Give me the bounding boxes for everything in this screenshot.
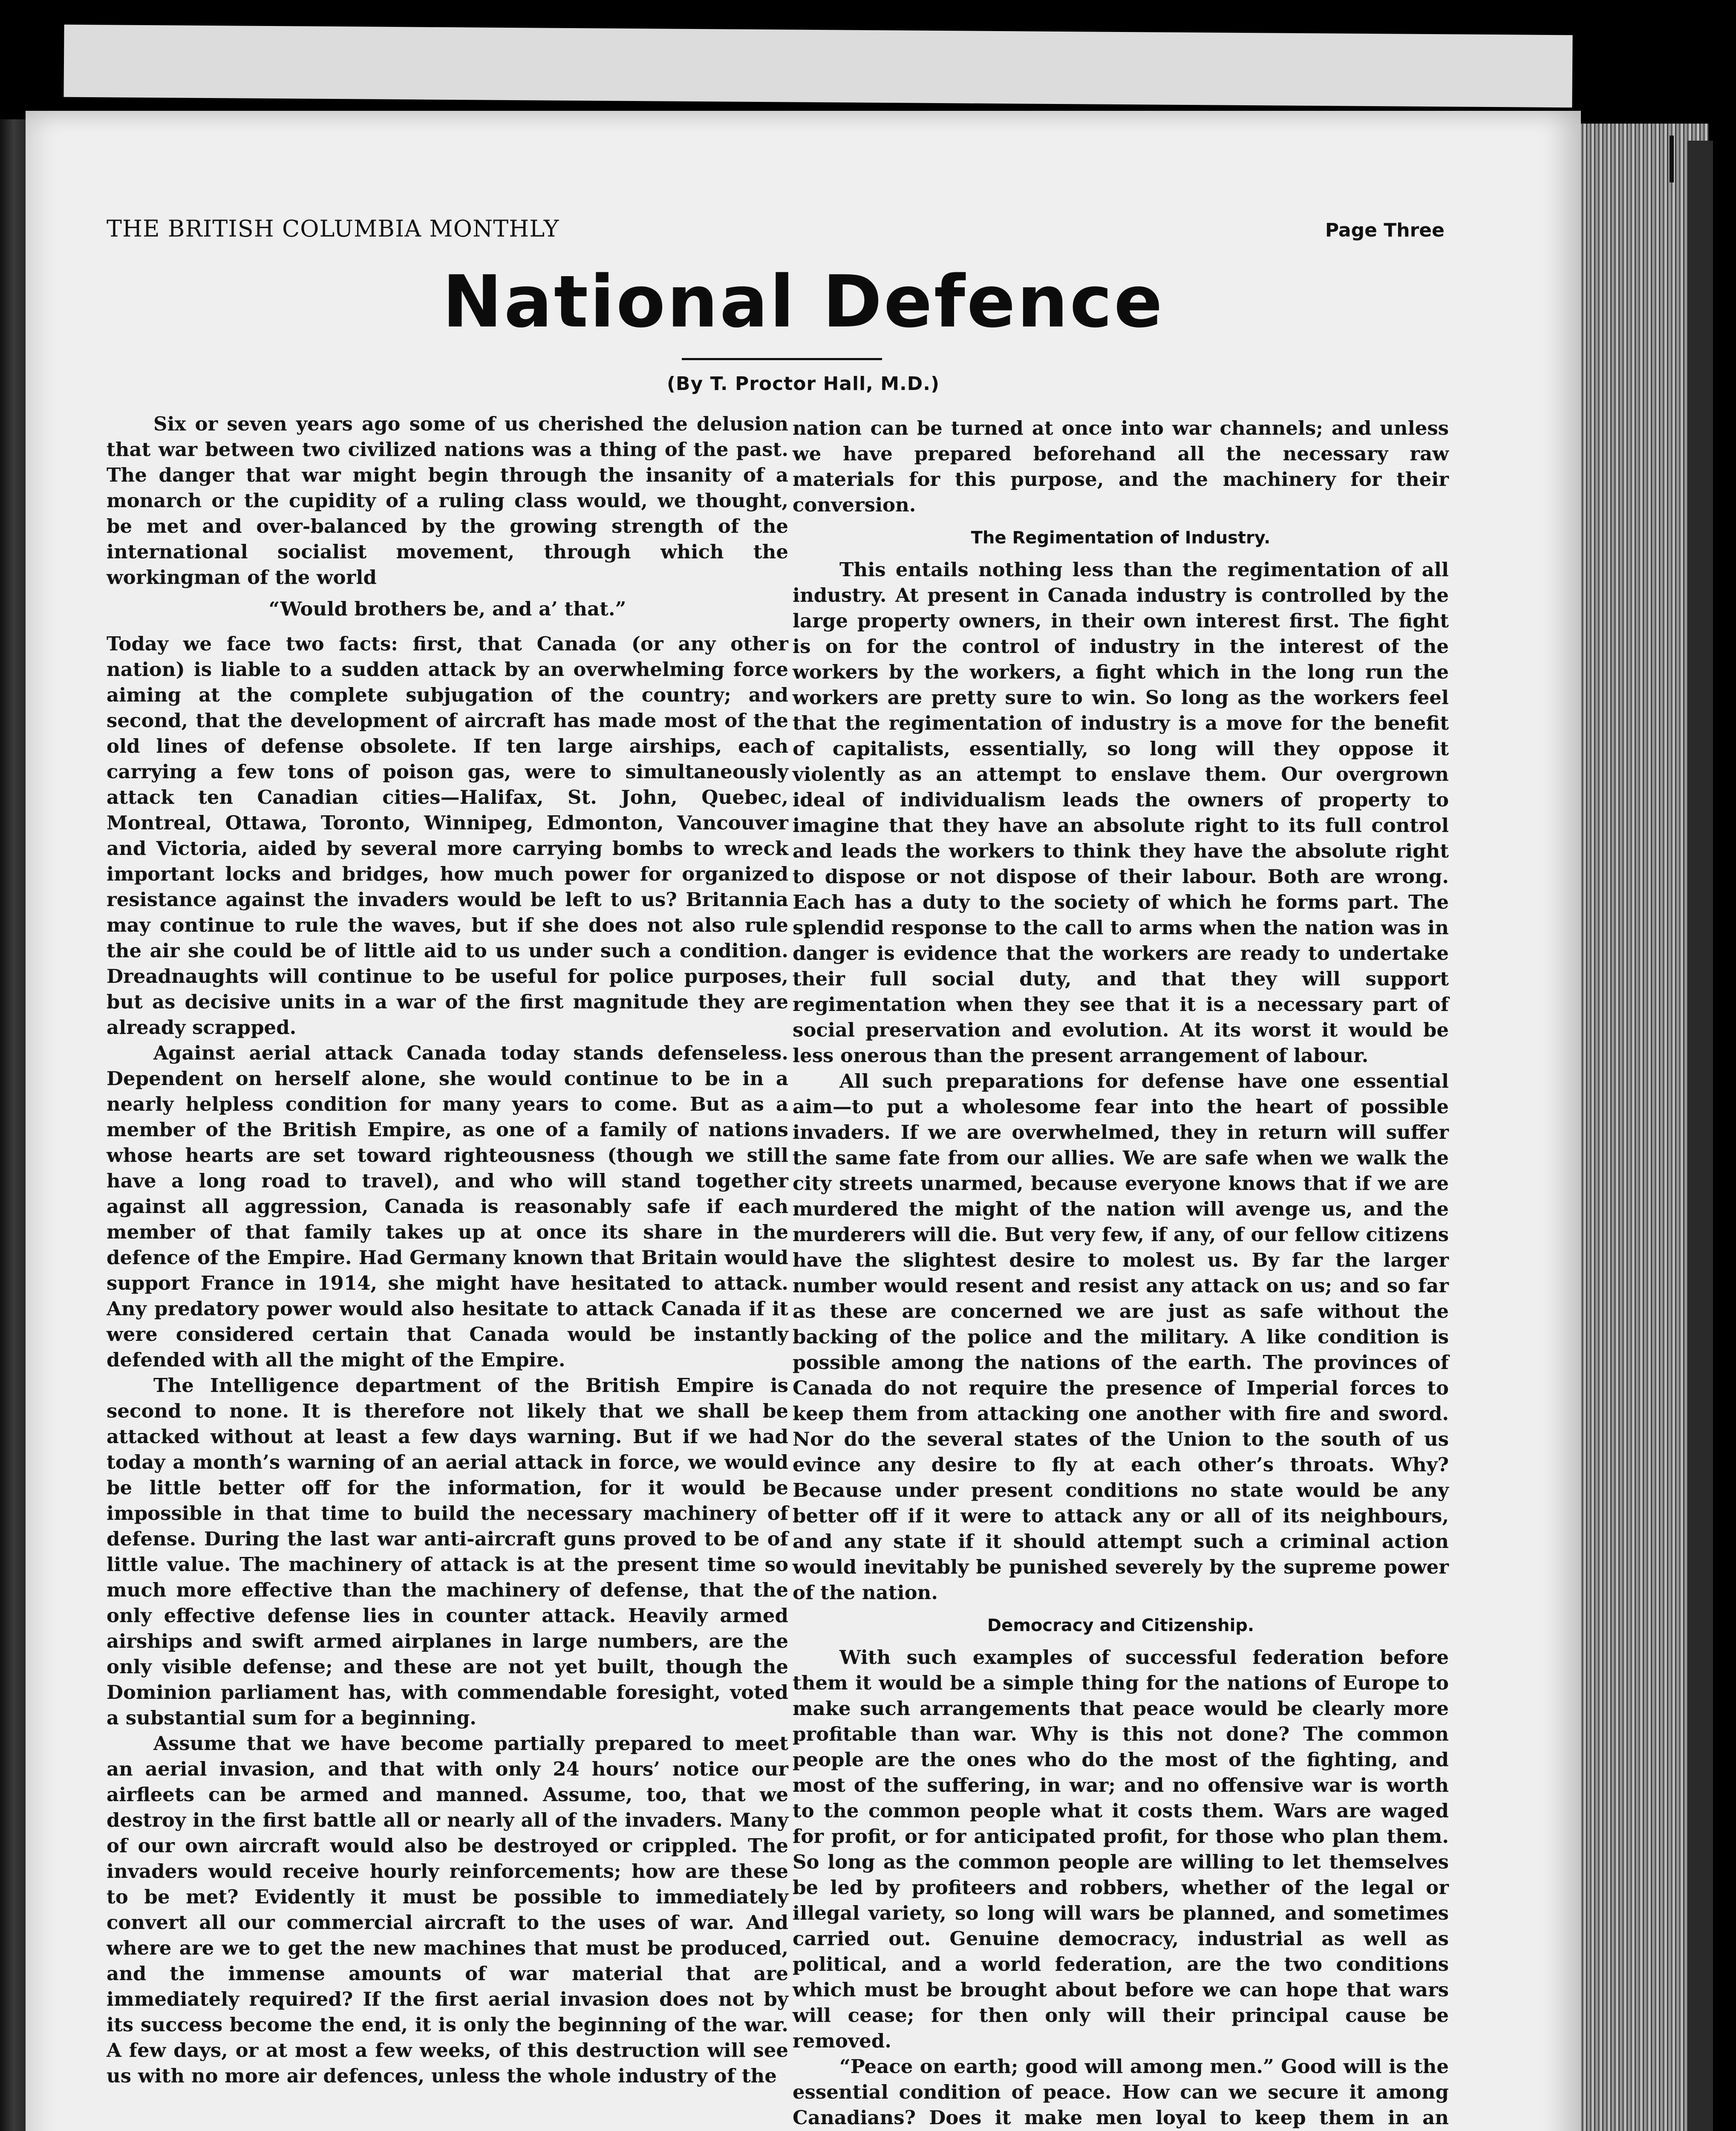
section-heading: The Regimentation of Industry.: [971, 528, 1271, 548]
book-edge-shadow: [1687, 141, 1713, 2131]
paragraph: nation can be turned at once into war channels; and unless we have prepared beforehand all the necessary raw materials for this purpose, and the machinery for their conversion.: [793, 417, 1449, 516]
publication-header: THE BRITISH COLUMBIA MONTHLY: [107, 215, 559, 242]
title-divider: [682, 358, 882, 360]
paragraph: With such examples of successful federation before them it would be a simple thing for the nations of Europe to make such arrangements that peace would be clearly more profitable than war. Why is this not done? The common people are the ones who do the most of the fighting, and most of the suffering, in war; and no offensive war is worth to the common people what it costs them. Wars are waged for profit, or for anticipated profit, for those who plan them. So long as the common people are willing to let themselves be led by profiteers and robbers, whether of the legal or illegal variety, so long will wars be planned, and sometimes carried out. Genuine democracy, industrial as well as political, and a world federation, are the two conditions which must be brought about before we can hope that wars will cease; for then only will their principal cause be removed.: [793, 1646, 1449, 2052]
paragraph: The Intelligence department of the British Empire is second to none. It is therefore not likely that we shall be attacked without at least a few days warning. But if we had today a month’s warning of an aerial attack in force, we would be little better off for the information, for it would be impossible in that time to build the necessary machinery of defense. During the last war anti-aircraft guns proved to be of little value. The machinery of attack is at the present time so much more effective than the machinery of defense, that the only effective defense lies in counter attack. Heavily armed airships and swift armed airplanes in large numbers, are the only visible defense; and these are not yet built, though the Dominion parliament has, with commendable foresight, voted a substantial sum for a beginning.: [107, 1374, 788, 1729]
paragraph: Today we face two facts: first, that Canada (or any other nation) is liable to a sudden attack by an overwhelming force aiming at the complete subjugation of the country; and second, that the development of aircraft has made most of the old lines of defense obsolete. If ten large airships, each carrying a few tons of poison gas, were to simultaneously attack ten Canadian cities—Halifax, St. John, Quebec, Montreal, Ottawa, Toronto, Winnipeg, Edmonton, Vancouver and Victoria, aided by several more carrying bombs to wreck important locks and bridges, how much power for organized resistance against the invaders would be left to us? Britannia may continue to rule the waves, but if she does not also rule the air she could be of little aid to us under such a condition. Dreadnaughts will continue to be useful for police purposes, but as decisive units in a war of the first magnitude they are already scrapped.: [107, 632, 788, 1039]
magazine-page: [26, 111, 1581, 2131]
page-tab-mark: [1670, 136, 1674, 182]
paragraph: All such preparations for defense have one essential aim—to put a wholesome fear into the heart of possible invaders. If we are overwhelmed, they in return will suffer the same fate from our allies. We are safe when we walk the city streets unarmed, because everyone knows that if we are murdered the might of the nation will avenge us, and the murderers will die. But very few, if any, of our fellow citizens have the slightest desire to molest us. By far the larger number would resent and resist any attack on us; and so far as these are concerned we are just as safe without the backing of the police and the military. A like condition is possible among the nations of the earth. The provinces of Canada do not require the presence of Imperial forces to keep them from attacking one another with fire and sword. Nor do the several states of the Union to the south of us evince any desire to fly at each other’s throats. Why? Because under present conditions no state would be any better off if it were to attack any or all of its neighbours, and any state if it should attempt such a criminal action would inevitably be punished severely by the supreme power of the nation.: [793, 1070, 1449, 1604]
overlapping-sheet-edge: [63, 25, 1572, 108]
paragraph: Six or seven years ago some of us cherished the delusion that war between two civilized nations was a thing of the past. The danger that war might begin through the insanity of a monarch or the cupidity of a ruling class would, we thought, be met and over-balanced by the growing strength of the international socialist movement, through which the workingman of the world: [107, 413, 788, 589]
page-number-label: Page Three: [1325, 219, 1445, 241]
paragraph: This entails nothing less than the regimentation of all industry. At present in Canada industry is controlled by the large property owners, in their own interest first. The fight is on for the control of industry in the interest of the workers by the workers, a fight which in the long run the workers are pretty sure to win. So long as the workers feel that the regimentation of industry is a move for the benefit of capitalists, essentially, so long will they oppose it violently as an attempt to enslave them. Our overgrown ideal of individualism leads the owners of property to imagine that they have an absolute right to its full control and leads the workers to think they have the absolute right to dispose or not dispose of their labour. Both are wrong. Each has a duty to the society of which he forms part. The splendid response to the call to arms when the nation was in danger is evidence that the workers are ready to undertake their full social duty, and that they will support regimentation when they see that it is a necessary part of social preservation and evolution. At its worst it would be less onerous than the present arrangement of labour.: [793, 558, 1449, 1067]
right-column: [793, 416, 1449, 2131]
section-heading: Democracy and Citizenship.: [987, 1616, 1254, 1635]
article-title: National Defence: [442, 260, 1164, 344]
paragraph: Assume that we have become partially prepared to meet an aerial invasion, and that with only 24 hours’ notice our airfleets can be armed and manned. Assume, too, that we destroy in the first battle all or nearly all of the invaders. Many of our own aircraft would also be destroyed or crippled. The invaders would receive hourly reinforcements; how are these to be met? Evidently it must be possible to immediately convert all our commercial aircraft to the uses of war. And where are we to get the new machines that must be produced, and the immense amounts of war material that are immediately required? If the first aerial invasion does not by its success become the end, it is only the beginning of the war. A few days, or at most a few weeks, of this destruction will see us with no more air defences, unless the whole industry of the: [107, 1732, 788, 2087]
left-column: [107, 411, 788, 2089]
article-byline: (By T. Proctor Hall, M.D.): [666, 373, 940, 395]
verse-quote: “Would brothers be, and a’ that.”: [268, 598, 626, 620]
paragraph: “Peace on earth; good will among men.” Good will is the essential condition of peace. How can we secure it among Canadians? Does it make men loyal to keep them in an: [793, 2055, 1449, 2129]
paragraph: Against aerial attack Canada today stands defenseless. Dependent on herself alone, she would continue to be in a nearly helpless condition for many years to come. But as a member of the British Empire, as one of a family of nations whose hearts are set toward righteousness (though we still have a long road to travel), and who will stand together against all aggression, Canada is reasonably safe if each member of that family takes up at once its share in the defence of the Empire. Had Germany known that Britain would support France in 1914, she might have hesitated to attack. Any predatory power would also hesitate to attack Canada if it were considered certain that Canada would be instantly defended with all the might of the Empire.: [107, 1042, 788, 1371]
